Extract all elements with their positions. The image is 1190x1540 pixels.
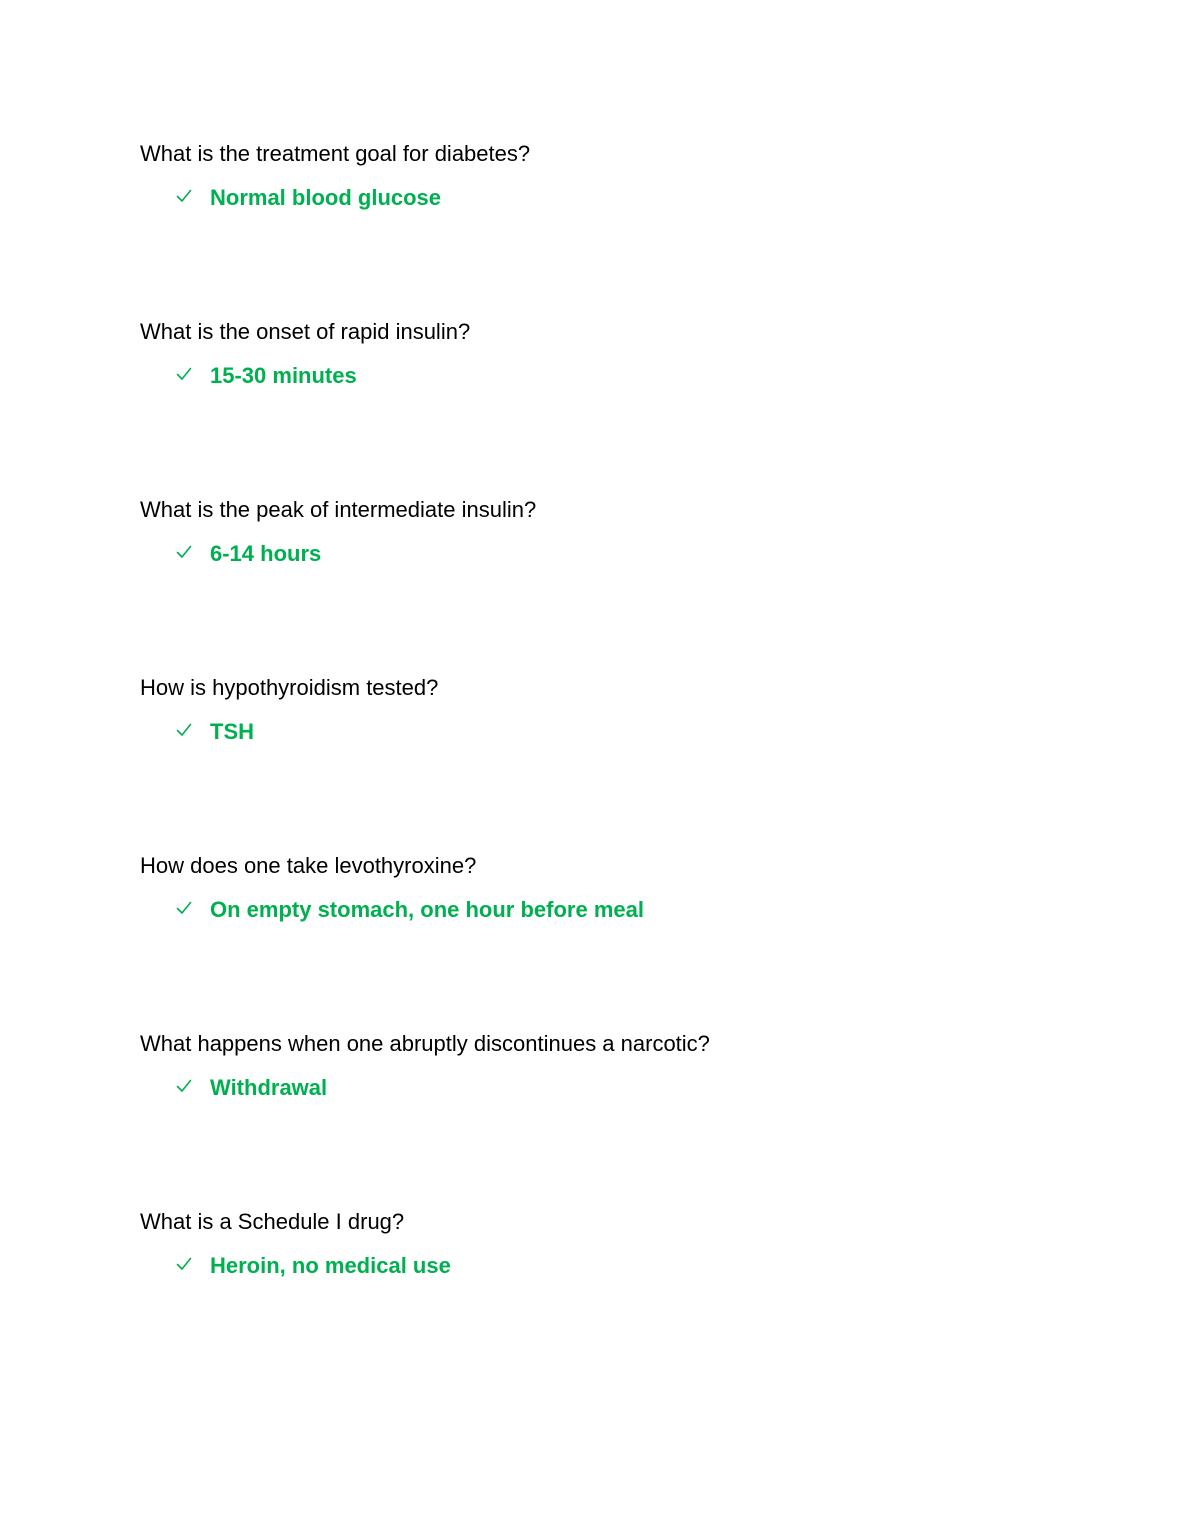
check-icon bbox=[176, 1078, 192, 1094]
question-text: What happens when one abruptly discontinues a narcotic? bbox=[140, 1031, 710, 1056]
answer-text: Normal blood glucose bbox=[210, 185, 442, 210]
question-text: How is hypothyroidism tested? bbox=[140, 675, 439, 700]
question-text: What is the peak of intermediate insulin? bbox=[140, 497, 537, 522]
qa-item bbox=[140, 675, 1040, 755]
question-text: What is the onset of rapid insulin? bbox=[140, 319, 471, 344]
answer-text: On empty stomach, one hour before meal bbox=[210, 897, 644, 922]
qa-item bbox=[140, 1209, 1040, 1289]
qa-item bbox=[140, 497, 1040, 577]
answer-text: 6-14 hours bbox=[210, 541, 322, 566]
qa-item bbox=[140, 319, 1040, 399]
answer-text: Heroin, no medical use bbox=[210, 1253, 451, 1278]
question-text: What is a Schedule I drug? bbox=[140, 1209, 405, 1234]
check-icon bbox=[176, 544, 192, 560]
qa-item bbox=[140, 853, 1040, 933]
answer-text: TSH bbox=[210, 719, 254, 744]
check-icon bbox=[176, 188, 192, 204]
check-icon bbox=[176, 366, 192, 382]
qa-item bbox=[140, 141, 1040, 221]
answer-text: 15-30 minutes bbox=[210, 363, 357, 388]
question-text: How does one take levothyroxine? bbox=[140, 853, 477, 878]
answer-text: Withdrawal bbox=[210, 1075, 328, 1100]
check-icon bbox=[176, 1256, 192, 1272]
question-text: What is the treatment goal for diabetes? bbox=[140, 141, 531, 166]
check-icon bbox=[176, 722, 192, 738]
qa-item bbox=[140, 1031, 1040, 1111]
check-icon bbox=[176, 900, 192, 916]
